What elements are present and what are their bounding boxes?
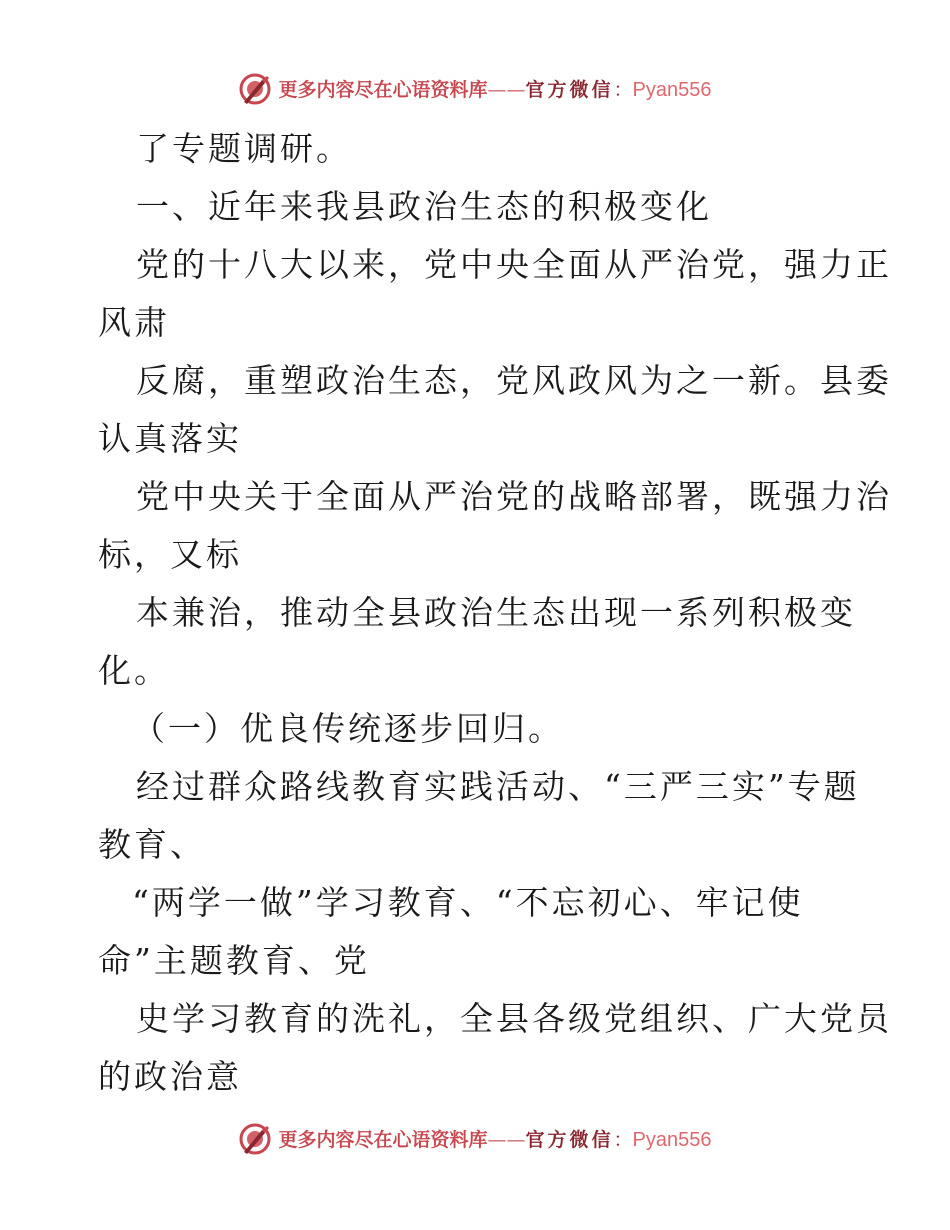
- section-heading: 一、近年来我县政治生态的积极变化: [136, 187, 712, 226]
- header-watermark: [0, 70, 950, 110]
- footer-watermark: [0, 1120, 950, 1160]
- text-line: 反腐，重塑政治生态，党风政风为之一新。县委: [136, 361, 892, 400]
- text-line: 风肃: [98, 303, 170, 342]
- text-line: “两学一做”学习教育、“不忘初心、牢记使: [132, 883, 804, 922]
- watermark-id: Pyan556: [632, 1129, 712, 1151]
- text-line: 的政治意: [98, 1057, 242, 1096]
- subsection-heading: （一）优良传统逐步回归。: [132, 709, 564, 748]
- text-line: 了专题调研。: [136, 129, 352, 168]
- watermark-dash: ——: [487, 1129, 526, 1151]
- text-line: 化。: [98, 651, 170, 690]
- text-line: 命”主题教育、党: [98, 941, 370, 980]
- text-line: 教育、: [98, 825, 206, 864]
- pen-logo-icon: [238, 1122, 272, 1156]
- text-line: 认真落实: [98, 419, 242, 458]
- watermark-label: 官方微信: [525, 1129, 614, 1151]
- text-line: 党中央关于全面从严治党的战略部署，既强力治: [136, 477, 892, 516]
- watermark-title: 更多内容尽在心语资料库: [278, 79, 488, 101]
- text-line: 经过群众路线教育实践活动、“三严三实”专题: [136, 767, 860, 806]
- watermark-id: Pyan556: [632, 79, 712, 101]
- pen-logo-icon: [238, 72, 272, 106]
- watermark-dash: ——: [487, 79, 526, 101]
- watermark-title: 更多内容尽在心语资料库: [278, 1129, 488, 1151]
- watermark-colon: ：: [613, 79, 633, 101]
- text-line: 史学习教育的洗礼，全县各级党组织、广大党员: [136, 999, 892, 1038]
- text-line: 标，又标: [98, 535, 242, 574]
- text-line: 本兼治，推动全县政治生态出现一系列积极变: [136, 593, 856, 632]
- document-body: [98, 120, 892, 1106]
- text-line: 党的十八大以来，党中央全面从严治党，强力正: [136, 245, 892, 284]
- watermark-colon: ：: [613, 1129, 633, 1151]
- watermark-label: 官方微信: [525, 79, 614, 101]
